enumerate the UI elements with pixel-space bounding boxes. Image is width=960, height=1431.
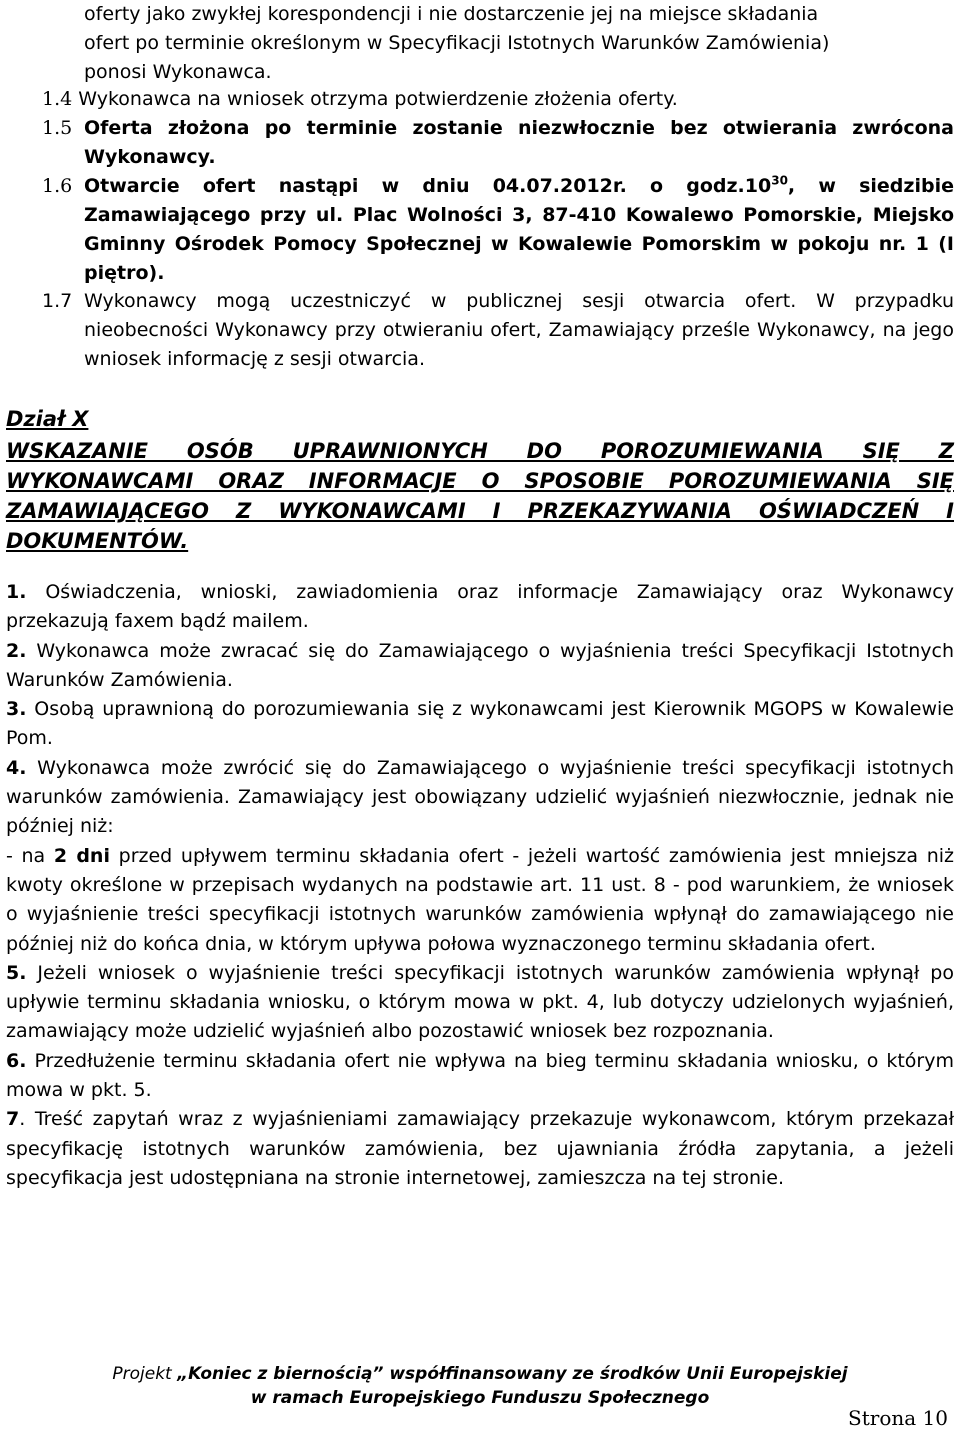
footer-project-title: „Koniec z biernością” współfinansowany ze środków Unii Europejskiej (177, 1364, 848, 1384)
point-1 (6, 578, 954, 637)
point-5 (6, 959, 954, 1047)
item-1-5-number: 1.5 (42, 117, 73, 139)
point-5-number: 5. (6, 961, 27, 984)
item-1-5 (42, 114, 954, 172)
point-6-number: 6. (6, 1049, 27, 1072)
point-6 (6, 1047, 954, 1106)
point-7-dot: . (19, 1108, 26, 1131)
point-3-text: Osobą uprawnioną do porozumiewania się z wykonawcami jest Kierownik MGOPS w Kowalewie Pom. (6, 698, 954, 750)
continued-line-2: ofert po terminie określonym w Specyfikacji Istotnych Warunków Zamówienia) (84, 32, 830, 54)
condition-prefix: - na (6, 844, 54, 867)
point-4-condition (6, 842, 954, 959)
item-1-6-text-b: , w siedzibie Zamawiającego przy ul. Plac Wolności 3, 87-410 Kowalewo Pomorskie, Miejsko Gminny Ośrodek Pomocy Społecznej w Kowalewie Pomorskim w pokoju nr. 1 (I piętro). (84, 175, 954, 284)
point-7-number: 7 (6, 1108, 20, 1131)
item-1-6-text-a: Otwarcie ofert nastąpi w dniu 04.07.2012r. o godz.10 (84, 175, 772, 197)
point-5-text: Jeżeli wniosek o wyjaśnienie treści specyfikacji istotnych warunków zamówienia wpłynął po upływie terminu składania wniosku, o którym mowa w pkt. 4, lub dotyczy udzielonych wyjaśnień, zamawiający może udzielić wyjaśnień albo pozostawić wniosek bez rozpoznania. (6, 961, 954, 1043)
section-title: WSKAZANIE OSÓB UPRAWNIONYCH DO POROZUMIEWANIA SIĘ Z WYKONAWCAMI ORAZ INFORMACJE O SPOSOBIE POROZUMIEWANIA SIĘ ZAMAWIAJĄCEGO Z WYKONAWCAMI I PRZEKAZYWANIA OŚWIADCZEŃ I DOKUMENTÓW. (6, 439, 954, 553)
condition-text: przed upływem terminu składania ofert - jeżeli wartość zamówienia jest mniejsza niż kwoty określone w przepisach wydanych na podstawie art. 11 ust. 8 - pod warunkiem, że wniosek o wyjaśnienie treści specyfikacji istotnych warunków zamówienia wpłynął do zamawiającego nie później niż do końca dnia, w którym upływa połowa wyznaczonego terminu składania ofert. (6, 844, 954, 955)
point-6-text: Przedłużenie terminu składania ofert nie wpływa na bieg terminu składania wniosku, o którym mowa w pkt. 5. (6, 1049, 954, 1102)
point-3-number: 3. (6, 698, 27, 721)
point-7-text: Treść zapytań wraz z wyjaśnieniami zamawiający przekazuje wykonawcom, którym przekazał specyfikację istotnych warunków zamówienia, bez ujawniania źródła zapytania, a jeżeli specyfikacja jest udostępniana na stronie internetowej, zamieszcza na tej stronie. (6, 1108, 954, 1189)
continued-line-1: oferty jako zwykłej korespondencji i nie dostarczenie jej na miejsce składania (84, 3, 819, 25)
point-4-number: 4. (6, 756, 27, 779)
page-number: Strona 10 (848, 1406, 948, 1430)
item-1-6 (42, 172, 954, 288)
point-3 (6, 695, 954, 754)
point-4-text: Wykonawca może zwrócić się do Zamawiającego o wyjaśnienie treści specyfikacji istotnych warunków zamówienia. Zamawiający jest obowiązany udzielić wyjaśnień niezwłocznie, jednak nie później niż: (6, 756, 954, 838)
item-1-4 (42, 85, 954, 114)
point-4 (6, 754, 954, 842)
section-body (6, 578, 954, 1193)
item-1-6-text (84, 172, 954, 288)
project-footer (0, 1362, 960, 1410)
continued-line-3: ponosi Wykonawca. (84, 61, 272, 83)
point-1-text: Oświadczenia, wnioski, zawiadomienia oraz informacje Zamawiający oraz Wykonawcy przekazują faxem bądź mailem. (6, 581, 954, 633)
item-1-4-text: Wykonawca na wniosek otrzyma potwierdzenie złożenia oferty. (78, 88, 678, 110)
condition-days: 2 dni (53, 844, 110, 867)
section-heading (6, 404, 954, 556)
continued-paragraph (84, 0, 954, 87)
item-1-5-text: Oferta złożona po terminie zostanie niezwłocznie bez otwierania zwrócona Wykonawcy. (84, 117, 954, 168)
point-2-text: Wykonawca może zwracać się do Zamawiającego o wyjaśnienia treści Specyfikacji Istotnych Warunków Zamówienia. (6, 639, 954, 691)
item-1-4-number: 1.4 (42, 88, 73, 110)
footer-line-1 (0, 1362, 960, 1386)
point-2 (6, 637, 954, 696)
point-7 (6, 1105, 954, 1193)
item-1-6-number: 1.6 (42, 175, 73, 197)
item-1-7-text: Wykonawcy mogą uczestniczyć w publicznej sesji otwarcia ofert. W przypadku nieobecności Wykonawcy przy otwieraniu ofert, Zamawiający prześle Wykonawcy, na jego wniosek informację z sesji otwarcia. (84, 290, 954, 370)
point-1-number: 1. (6, 581, 27, 603)
item-1-7 (42, 287, 954, 374)
item-1-6-superscript: 30 (771, 173, 788, 188)
section-label: Dział X (6, 407, 89, 431)
footer-line-2: w ramach Europejskiego Funduszu Społecznego (250, 1388, 710, 1408)
footer-project-word: Projekt (112, 1364, 178, 1384)
point-2-number: 2. (6, 639, 27, 662)
item-1-7-number: 1.7 (42, 290, 73, 312)
